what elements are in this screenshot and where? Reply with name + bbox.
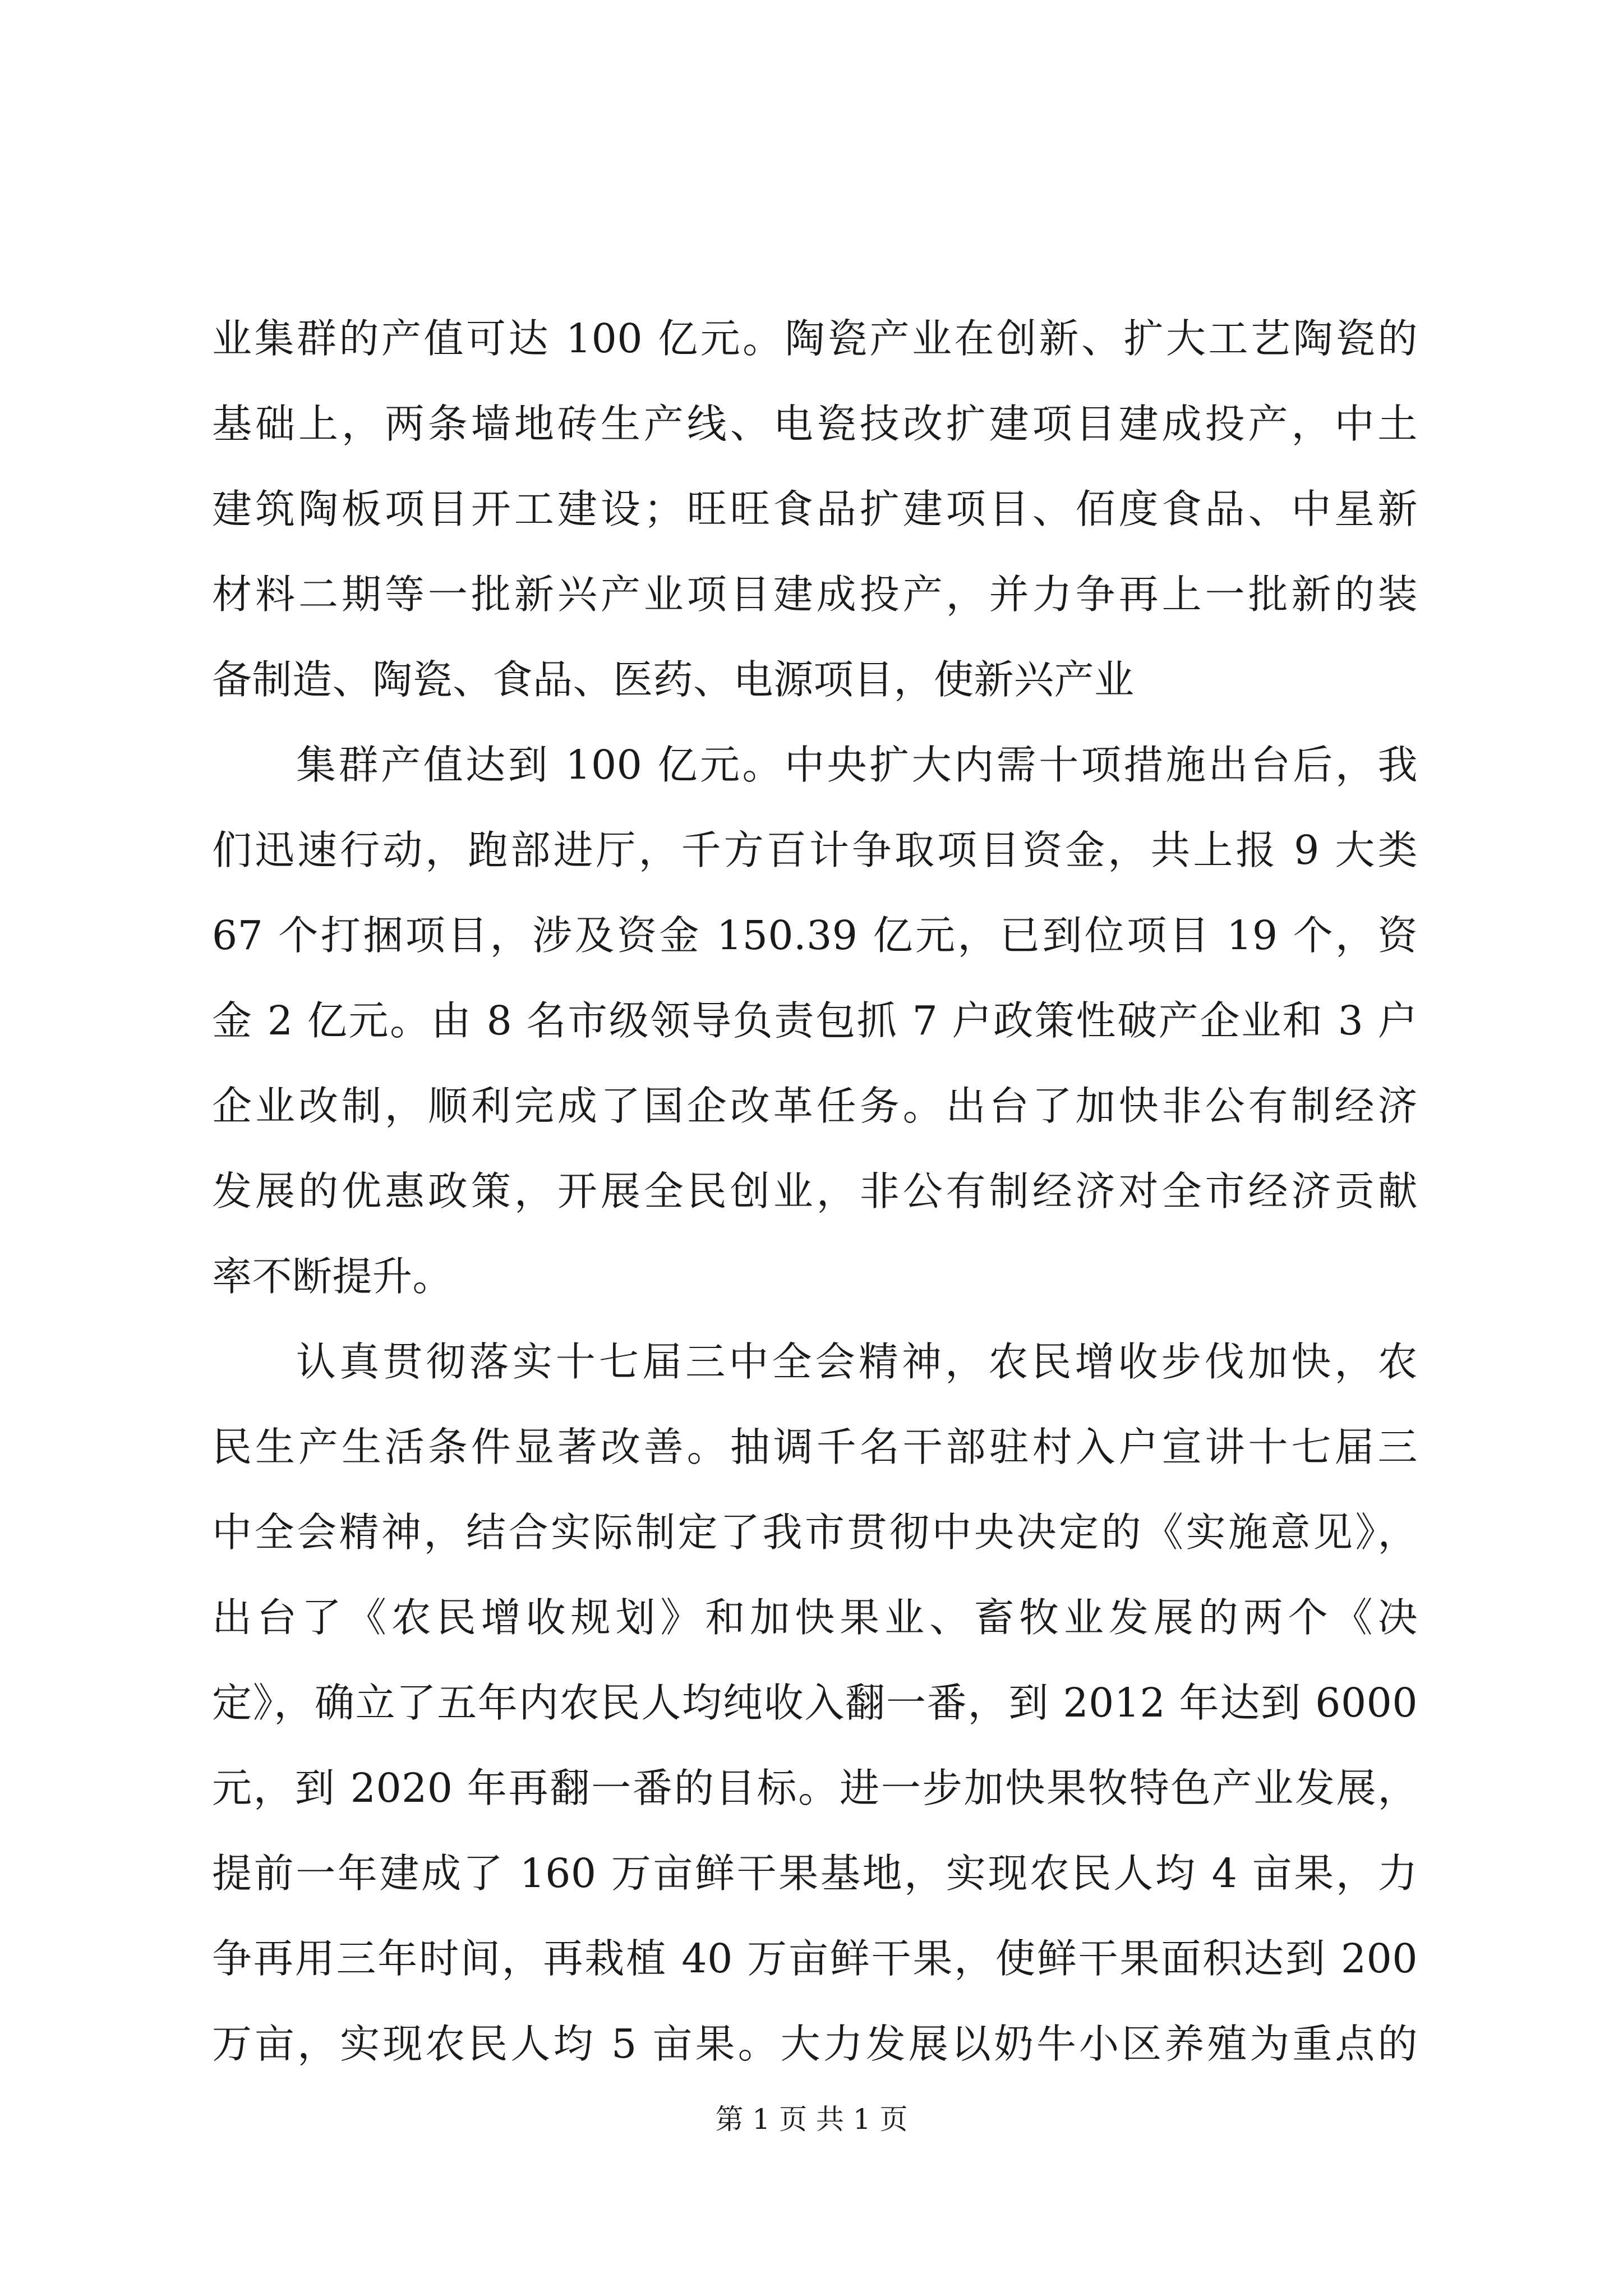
text-line: 67 个打捆项目，涉及资金 150.39 亿元，已到位项目 19 个，资 [212,912,1418,959]
text-line: 争再用三年时间，再栽植 40 万亩鲜干果，使鲜干果面积达到 200 [212,1935,1418,1982]
page-footer: 第 1 页 共 1 页 [715,2103,908,2136]
text-line: 率不断提升。 [212,1253,453,1300]
body-text [212,296,1418,2087]
text-line: 业集群的产值可达 100 亿元。陶瓷产业在创新、扩大工艺陶瓷的 [212,315,1418,362]
text-line: 发展的优惠政策，开展全民创业，非公有制经济对全市经济贡献 [212,1168,1418,1214]
text-line: 中全会精神，结合实际制定了我市贯彻中央决定的《实施意见》， [212,1509,1418,1556]
text-line: 材料二期等一批新兴产业项目建成投产，并力争再上一批新的装 [212,571,1418,618]
text-line: 建筑陶板项目开工建设；旺旺食品扩建项目、佰度食品、中星新 [212,486,1418,532]
text-line: 集群产值达到 100 亿元。中央扩大内需十项措施出台后，我 [296,742,1418,788]
text-line: 提前一年建成了 160 万亩鲜干果基地，实现农民人均 4 亩果，力 [212,1850,1418,1897]
text-line: 金 2 亿元。由 8 名市级领导负责包抓 7 户政策性破产企业和 3 户 [212,997,1418,1044]
text-line: 认真贯彻落实十七届三中全会精神，农民增收步伐加快，农 [296,1338,1418,1385]
text-line: 万亩，实现农民人均 5 亩果。大力发展以奶牛小区养殖为重点的 [212,2021,1418,2067]
text-line: 民生产生活条件显著改善。抽调千名干部驻村入户宣讲十七届三 [212,1424,1418,1470]
text-line: 基础上，两条墙地砖生产线、电瓷技改扩建项目建成投产，中土 [212,401,1418,447]
text-line: 元，到 2020 年再翻一番的目标。进一步加快果牧特色产业发展， [212,1765,1418,1811]
text-line: 备制造、陶瓷、食品、医药、电源项目，使新兴产业 [212,656,1135,703]
text-line: 定》，确立了五年内农民人均纯收入翻一番，到 2012 年达到 6000 [212,1680,1418,1726]
text-line: 企业改制，顺利完成了国企改革任务。出台了加快非公有制经济 [212,1083,1418,1129]
text-line: 出台了《农民增收规划》和加快果业、畜牧业发展的两个《决 [212,1594,1418,1641]
text-line: 们迅速行动，跑部进厅，千方百计争取项目资金，共上报 9 大类 [212,827,1418,873]
